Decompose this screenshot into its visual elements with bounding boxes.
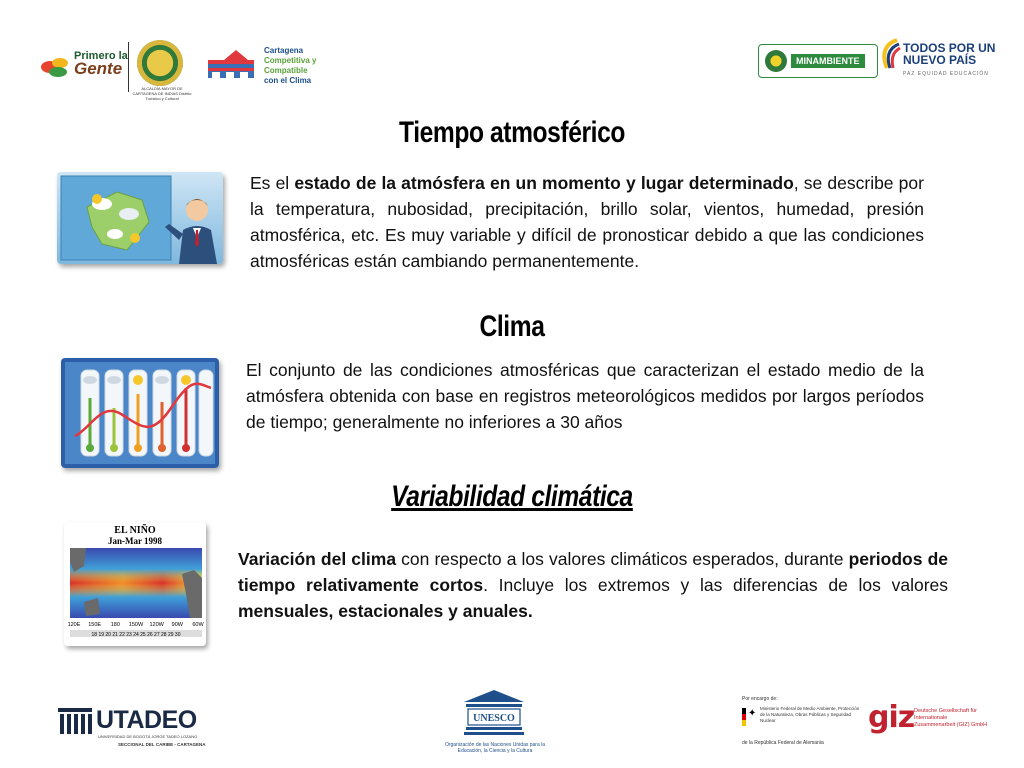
el-nino-map-icon — [64, 522, 206, 646]
cartagena-line1: Cartagena — [264, 46, 304, 55]
german-eagle-icon: ✦ — [748, 708, 757, 719]
section-title-tiempo: Tiempo atmosférico — [399, 116, 625, 149]
clima-description — [246, 357, 924, 435]
cartagena-clima-text — [264, 46, 316, 86]
weather-forecaster-icon — [57, 172, 223, 264]
todos-sub: PAZ EQUIDAD EDUCACIÓN — [903, 71, 989, 77]
el-nino-axis-label: 150E — [88, 622, 102, 628]
minambiente-label: MINAMBIENTE — [791, 54, 865, 68]
unesco-name: UNESCO — [473, 713, 515, 724]
todos-por-un-nuevo-pais-icon — [879, 38, 901, 72]
todos-line2: NUEVO PAÍS — [903, 53, 977, 67]
variabilidad-text-bold-2: periodos de tiempo relativamente cortos — [238, 549, 948, 595]
unesco-caption: Organización de las Naciones Unidas para la Educación, la Ciencia y la Cultura — [444, 742, 546, 754]
utadeo-mark-icon — [58, 708, 92, 734]
section-title-clima: Clima — [479, 310, 545, 343]
climate-chart-image — [61, 358, 219, 468]
giz-logo-block — [738, 696, 988, 756]
tiempo-text-2: , se describe por la temperatura, nubosidad, precipitación, brillo solar, vientos, humedad, presión atmosférica, etc. Es muy variable y difícil de pronosticar debido a que las condiciones atmosféricas están cambiando permanentemente. — [250, 173, 924, 271]
utadeo-sub2: SECCIONAL DEL CARIBE - CARTAGENA — [118, 742, 206, 747]
el-nino-axis-label: 150W — [128, 622, 144, 628]
primero-line2: Gente — [74, 59, 123, 78]
cartagena-clima-icon — [206, 50, 258, 80]
variabilidad-text-2: . Incluye los extremos y las diferencias de los valores — [483, 575, 948, 595]
weather-forecaster-image — [57, 172, 223, 264]
utadeo-logo — [58, 706, 208, 750]
variabilidad-text-bold-1: Variación del clima — [238, 549, 397, 569]
giz-full-name: Deutsche Gesellschaft für Internationale Zusammenarbeit (GIZ) GmbH — [914, 708, 988, 728]
section-title-variabilidad: Variabilidad climática — [391, 480, 633, 513]
giz-logo-text: giz — [868, 700, 915, 735]
minambiente-logo — [758, 44, 878, 78]
el-nino-scale: 18 19 20 21 22 23 24 25 26 27 28 29 30 — [91, 632, 181, 638]
cartagena-line4: con el Clima — [264, 76, 312, 85]
climate-thermometers-icon — [61, 358, 219, 468]
giz-encargo: Por encargo de: — [742, 696, 778, 702]
alcaldia-seal-icon — [137, 40, 183, 86]
el-nino-axis-label: 180 — [110, 622, 120, 628]
utadeo-name: UTADEO — [96, 706, 197, 734]
unesco-logo — [440, 690, 550, 760]
primero-la-gente-icon — [40, 53, 74, 83]
el-nino-axis-label: 60W — [192, 622, 204, 628]
primero-line1: Primero la — [74, 50, 128, 62]
alcaldia-caption: ALCALDÍA MAYOR DE CARTAGENA DE INDIAS Distrito Turístico y Cultural — [132, 86, 192, 101]
tiempo-text-1: Es el — [250, 173, 295, 193]
todos-por-un-nuevo-pais-text — [903, 42, 995, 80]
variabilidad-description — [238, 546, 948, 624]
el-nino-map-image — [64, 522, 206, 646]
clima-text: El conjunto de las condiciones atmosféricas que caracterizan el estado medio de la atmósfera obtenida con base en registros meteorológicos medidos por largos períodos de tiempo; generalmente no inferiores a 30 años — [246, 360, 924, 432]
tiempo-text-bold: estado de la atmósfera en un momento y lugar determinado — [294, 173, 794, 193]
variabilidad-text-bold-3: mensuales, estacionales y anuales. — [238, 601, 533, 621]
giz-ministerio: Ministerio Federal de Medio Ambiente, Protección de la Naturaleza, Obras Públicas y Seguridad Nuclear — [760, 706, 860, 723]
cartagena-line2: Competitiva y — [264, 56, 317, 65]
el-nino-axis-label: 120W — [149, 622, 164, 628]
germany-flag-icon — [742, 708, 746, 726]
primero-la-gente-logo — [40, 45, 130, 90]
tiempo-description — [250, 170, 924, 274]
header-divider — [128, 42, 129, 92]
variabilidad-text-1: con respecto a los valores climáticos esperados, durante — [396, 549, 849, 569]
cartagena-line3: Compatible — [264, 66, 308, 75]
el-nino-axis-label: 120E — [67, 622, 81, 628]
el-nino-subtitle: Jan-Mar 1998 — [107, 536, 163, 546]
todos-line1: TODOS POR UN — [903, 41, 996, 55]
utadeo-sub: UNIVERSIDAD DE BOGOTÁ JORGE TADEO LOZANO — [98, 734, 198, 739]
colombia-shield-icon — [765, 50, 787, 72]
giz-republica: de la República Federal de Alemania — [742, 740, 824, 746]
unesco-temple-icon — [462, 690, 526, 740]
el-nino-title: EL NIÑO — [114, 525, 156, 536]
el-nino-axis-label: 90W — [171, 622, 183, 628]
